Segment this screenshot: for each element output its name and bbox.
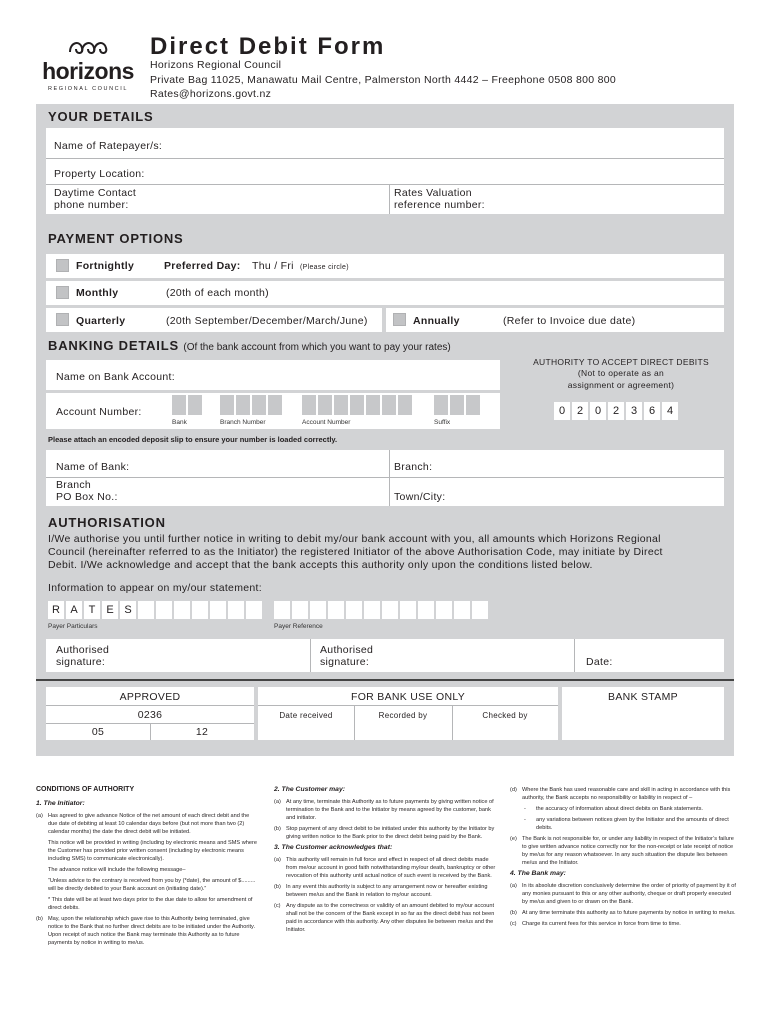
condition-item: (b) At any time terminate this authority as to future payments by notice in writing to me/us. [510,910,736,916]
payer-reference-cell[interactable] [364,601,380,619]
form-title: Direct Debit Form [150,33,386,60]
account-digit-cell[interactable] [252,395,266,415]
daytime-label-2: phone number: [54,199,129,211]
branch-number-caption: Branch Number [220,419,266,426]
thu-fri-option[interactable]: Thu / Fri [252,260,294,272]
authority-code-digit: 2 [608,402,624,420]
condition-text: Any dispute as to the correctness or validity of an amount debited to my/our account shall not be the concern of the Bank except in so far as the direct debit has not been paid in accordance with this authority. Any other disputes lie between me/us and the Initiator. [286,903,495,933]
payer-reference-cell[interactable] [472,601,488,619]
logo-subtitle: REGIONAL COUNCIL [47,86,129,92]
condition-text: “Unless advice to the contrary is received from you by (*date), the amount of $......... will be directly debited to your Bank account on (initiating date).” [48,878,256,892]
initiator-heading: 1. The Initiator: [36,800,85,807]
account-digit-cell[interactable] [450,395,464,415]
condition-text: any variations between notices given by the Initiator and the amounts of direct debits. [536,817,729,831]
bank-use-separator [36,679,734,681]
divider [389,450,390,506]
banking-title: BANKING DETAILS [48,338,179,353]
approved-box [46,687,254,740]
please-circle-note: (Please circle) [300,264,349,271]
bank-name-box [46,450,724,506]
bank-stamp-label: BANK STAMP [608,691,678,703]
annually-note: (Refer to Invoice due date) [503,315,636,327]
divider [389,184,390,214]
condition-text: This notice will be provided in writing (including by electronic means and SMS where the Customer has provided prior written consent (including by electronic means including SMS) to communicate electronically). [48,840,257,862]
quarterly-label: Quarterly [76,315,126,327]
divider [574,639,575,672]
condition-text: Where the Bank has used reasonable care and skill in acting in accordance with this authority, the Bank accepts no responsibility or liability in respect of – [522,787,731,801]
conditions-title: CONDITIONS OF AUTHORITY [36,786,135,793]
authorisation-line-1: I/We authorise you until further notice in writing to debit my/our bank account with you, all amounts which Horizons Regional [48,533,661,545]
payer-reference-cell[interactable] [328,601,344,619]
org-email: Rates@horizons.govt.nz [150,88,272,100]
banking-subtitle: (Of the bank account from which you want to pay your rates) [183,342,451,353]
condition-text: * This date will be at least two days prior to the due date to allow for amendment of direct debits. [48,897,253,911]
org-address: Private Bag 11025, Manawatu Mail Centre, Palmerston North 4442 – Freephone 0508 800 800 [150,74,617,86]
monthly-label: Monthly [76,287,119,299]
statement-label: Information to appear on my/our statement: [48,582,262,594]
payer-particulars-cell[interactable]: A [66,601,82,619]
valuation-label-1: Rates Valuation [394,187,472,199]
divider [46,184,724,185]
ratepayer-label: Name of Ratepayer/s: [54,140,163,152]
account-digit-cell[interactable] [350,395,364,415]
signature-box [46,639,724,672]
account-digit-cell[interactable] [334,395,348,415]
banking-details-heading [48,338,451,353]
divider [46,477,724,478]
account-digit-cell[interactable] [188,395,202,415]
payer-reference-cell[interactable] [436,601,452,619]
authority-code-digit: 0 [590,402,606,420]
payer-particulars-cell[interactable]: S [120,601,136,619]
condition-subitem: - the accuracy of information about direct debits on Bank statements. [524,806,703,812]
condition-item: (d) Where the Bank has used reasonable care and skill in acting in accordance with this authority, the Bank accepts no responsibility or liability in respect of – [510,786,736,802]
condition-text: In its absolute discretion conclusively determine the order of priority of payment by it of any monies pursuant to this or any other authority, cheque or draft properly executed by me/us and given to or drawn on the Bank. [522,883,736,905]
payer-particulars-cell[interactable] [174,601,190,619]
account-digit-cell[interactable] [172,395,186,415]
account-digit-cell[interactable] [236,395,250,415]
condition-item: (b) Stop payment of any direct debit to be initiated under this authority by the Initiator by giving written notice to the Bank prior to the direct debit being paid by the Bank. [274,826,495,840]
account-digit-cell[interactable] [466,395,480,415]
annually-checkbox[interactable] [393,313,406,326]
payer-particulars-cell[interactable]: E [102,601,118,619]
payer-reference-cell[interactable] [382,601,398,619]
approved-num-1: 05 [91,726,105,738]
condition-text: This authority will remain in full force and effect in respect of all direct debits made from me/our account in good faith notwithstanding my/our death, bankruptcy or other revocation of this authority until actual notice of such event is received by the Bank. [286,857,496,879]
suffix-caption: Suffix [434,419,451,426]
condition-text: Stop payment of any direct debit to be initiated under this authority by the Initiator by giving written notice to the Bank prior to the direct debit being paid by the Bank. [286,826,495,840]
condition-text: At any time terminate this authority as to future payments by notice in writing to me/us. [522,910,736,916]
fortnightly-checkbox[interactable] [56,259,69,272]
payer-particulars-cell[interactable]: R [48,601,64,619]
payer-reference-cell[interactable] [310,601,326,619]
monthly-row [46,281,724,305]
authority-heading: AUTHORITY TO ACCEPT DIRECT DEBITS [533,357,709,367]
annually-label: Annually [413,315,460,327]
customer-may-heading: 2. The Customer may: [274,786,346,793]
approved-num-2: 12 [195,726,209,738]
condition-item [36,877,258,893]
divider [46,158,724,159]
deposit-slip-note: Please attach an encoded deposit slip to ensure your number is loaded correctly. [48,435,338,444]
condition-item: (c) Charge its current fees for this service in force from time to time. [510,920,736,928]
form-panel [36,104,734,756]
town-city-label: Town/City: [394,491,446,503]
for-bank-use-label: FOR BANK USE ONLY [350,691,465,703]
divider [46,705,254,706]
account-digit-cell[interactable] [220,395,234,415]
date-received-label: Date received [279,711,333,720]
authority-code-digit: 3 [626,402,642,420]
signature-1-label-b: signature: [56,656,106,668]
bank-caption: Bank [172,419,187,426]
org-name: Horizons Regional Council [150,59,282,71]
fortnightly-label: Fortnightly [76,260,135,272]
authority-code-digit: 0 [554,402,570,420]
payer-particulars-cell[interactable] [228,601,244,619]
approved-code: 0236 [137,709,163,721]
condition-text: Charge its current fees for this service in force from time to time. [522,921,681,927]
authorisation-line-3: Debit. I/We acknowledge and accept that the bank accepts this authority only upon the conditions listed below. [48,559,593,571]
bank-stamp-box [562,687,724,740]
payer-reference-cell[interactable] [400,601,416,619]
authorisation-line-2: Council (hereinafter referred to as the Initiator) the registered Initiator of the above Authorisation Code, may initiate by Direct [48,546,663,558]
conditions-column-1 [36,786,258,950]
horizons-swirl-icon [64,36,112,58]
quarterly-checkbox[interactable] [56,313,69,326]
condition-text: The Bank is not responsible for, or under any liability in respect of the Initiator’s failure to give written advance notice correctly nor for the non-receipt or late receipt of notice by me/us for any reason whatsoever. In any such situation the dispute lies between me/us and the Initiator. [522,836,734,866]
name-on-account-box [46,360,500,390]
payer-reference-cell[interactable] [274,601,290,619]
authorisation-heading: AUTHORISATION [48,515,166,530]
divider [258,705,558,706]
horizons-logo [38,36,138,94]
account-digit-cell[interactable] [366,395,380,415]
quarterly-row [46,308,724,332]
payment-options-heading: PAYMENT OPTIONS [48,231,184,246]
customer-acknowledges-heading: 3. The Customer acknowledges that: [274,844,393,851]
condition-item [36,839,258,863]
condition-text: Has agreed to give advance Notice of the net amount of each direct debit and the due date of debiting at least 10 calendar days before (but not more than two (2) calendar months) the date the direct debit will be initiated. [48,813,250,835]
condition-item [36,866,258,874]
payer-particulars-cell[interactable]: T [84,601,100,619]
condition-item: (b) In any event this authority is subject to any arrangement now or hereafter existing between me/us and the Bank in relation to my/our account. [274,883,496,899]
account-number-box [46,393,500,429]
payer-reference-cell[interactable] [346,601,362,619]
payer-particulars-caption: Payer Particulars [48,623,98,630]
condition-item: (e) The Bank is not responsible for, or under any liability in respect of the Initiator’s failure to give written advance notice correctly nor for the non-receipt or late receipt of notice by me/us for any reason whatsoever. In any such situation the dispute lies between me/us and the Initiator. [510,835,736,867]
date-label: Date: [586,656,613,668]
condition-subitem: - any variations between notices given by the Initiator and the amounts of direct debits. [524,816,736,832]
payer-reference-cell[interactable] [454,601,470,619]
property-label: Property Location: [54,168,145,180]
condition-text: The advance notice will include the following message– [48,867,186,873]
condition-text: May, upon the relationship which gave rise to this Authority being terminated, give notice to the Bank that no further direct debits are to be initiated under the Authority. Upon receipt of such notice the Bank may terminate this Authority as to future payments by notice in writing to me/us. [48,916,255,946]
recorded-by-label: Recorded by [378,711,428,720]
branch-po-label-1: Branch [56,479,92,491]
divider [310,639,311,672]
account-digit-cell[interactable] [382,395,396,415]
payer-reference-caption: Payer Reference [274,623,323,630]
branch-label: Branch: [394,461,433,473]
name-on-account-label: Name on Bank Account: [56,371,175,383]
payer-particulars-cell[interactable] [246,601,262,619]
condition-text: the accuracy of information about direct debits on Bank statements. [536,806,703,812]
fortnightly-row [46,254,724,278]
condition-item [36,896,258,912]
authority-code-digit: 6 [644,402,660,420]
condition-text: In any event this authority is subject to any arrangement now or hereafter existing between me/us and the Bank in relation to my/our account. [286,884,488,898]
preferred-day-label: Preferred Day: [164,260,241,272]
account-digit-cell[interactable] [302,395,316,415]
monthly-checkbox[interactable] [56,286,69,299]
approved-label: APPROVED [119,691,181,703]
condition-item: (a) In its absolute discretion conclusively determine the order of priority of payment by it of any monies pursuant to this or any other authority, cheque or draft properly executed by me/us and given to or drawn on the Bank. [510,883,736,905]
your-details-heading: YOUR DETAILS [48,109,154,124]
authority-code-digit: 2 [572,402,588,420]
branch-po-label-2: PO Box No.: [56,491,118,503]
valuation-label-2: reference number: [394,199,485,211]
payer-particulars-cell[interactable] [192,601,208,619]
account-digit-cell[interactable] [434,395,448,415]
your-details-box [46,128,724,214]
condition-item: (b) May, upon the relationship which gave rise to this Authority being terminated, give notice to the Bank that no further direct debits are to be initiated under the Authority. Upon receipt of such notice the Bank may terminate this Authority as to future payments by notice in writing to me/us. [36,915,258,947]
payer-reference-cell[interactable] [418,601,434,619]
signature-1-label-a: Authorised [56,644,110,656]
daytime-label-1: Daytime Contact [54,187,137,199]
payer-particulars-cell[interactable] [210,601,226,619]
condition-item: (a) This authority will remain in full force and effect in respect of all direct debits made from me/our account in good faith notwithstanding my/our death, bankruptcy or other revocation of this authority until actual notice of such event is received by the Bank. [274,857,496,879]
authority-note-2: assignment or agreement) [567,380,675,390]
authority-code-digit: 4 [662,402,678,420]
condition-item: (a) Has agreed to give advance Notice of the net amount of each direct debit and the due date of debiting at least 10 calendar days before (but not more than two (2) calendar months) the date the direct debit will be initiated. [36,812,258,836]
signature-2-label-b: signature: [320,656,370,668]
account-digit-cell[interactable] [398,395,412,415]
payer-particulars-cell[interactable] [156,601,172,619]
authority-note-1: (Not to operate as an [577,368,665,378]
bank-use-box [258,687,558,740]
payer-particulars-cell[interactable] [138,601,154,619]
condition-item: (a) At any time, terminate this Authority as to future payments by giving written notice of termination to the Bank and to the Initiator by means agreed by the customer, bank and initiator. [274,798,496,822]
condition-text: At any time, terminate this Authority as to future payments by giving written notice of termination to the Bank and to the Initiator by means agreed by the customer, bank and initiator. [286,799,494,821]
account-number-caption: Account Number [302,419,351,426]
bank-may-heading: 4. The Bank may: [510,870,566,877]
condition-item: (c) Any dispute as to the correctness or validity of an amount debited to my/our account shall not be the concern of the Bank except in so far as the direct debit has not been paid in accordance with this authority. Any other disputes lie between me/us and the Initiator. [274,903,495,933]
account-digit-cell[interactable] [318,395,332,415]
account-number-label: Account Number: [56,406,142,418]
name-of-bank-label: Name of Bank: [56,461,130,473]
payer-reference-cell[interactable] [292,601,308,619]
signature-2-label-a: Authorised [320,644,374,656]
quarterly-note: (20th September/December/March/June) [166,315,368,327]
conditions-column-3 [510,786,736,931]
conditions-column-2 [274,786,496,937]
logo-wordmark: horizons [42,58,134,84]
monthly-note: (20th of each month) [166,287,269,299]
divider [382,308,386,332]
checked-by-label: Checked by [482,711,528,720]
account-digit-cell[interactable] [268,395,282,415]
